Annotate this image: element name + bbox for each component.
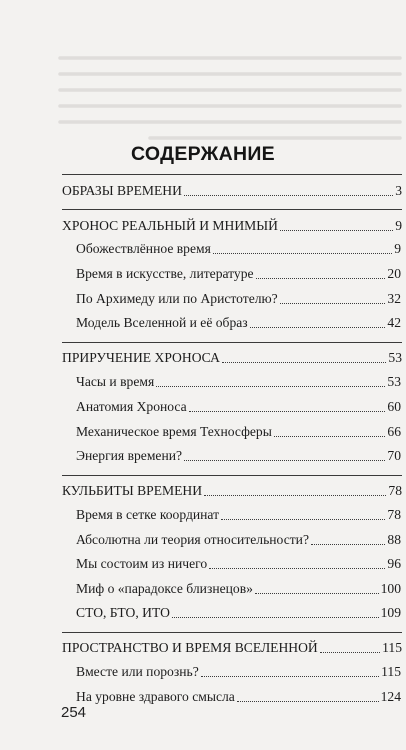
toc-entry-label: Время в искусстве, литературе	[76, 266, 254, 281]
toc-entry-label: СТО, БТО, ИТО	[76, 605, 170, 620]
section-rule	[62, 342, 402, 343]
toc-entry-label: Мы состоим из ничего	[76, 556, 208, 571]
toc-entry-label: Вместе или порознь?	[76, 664, 199, 679]
toc-entry	[76, 291, 401, 307]
toc-entry-page: 70	[387, 448, 401, 463]
toc-entry	[62, 218, 402, 234]
dot-leader	[221, 519, 385, 520]
toc-entry-label: Механическое время Техносферы	[76, 424, 272, 439]
dot-leader	[320, 652, 380, 653]
dot-leader	[274, 436, 386, 437]
toc-entry-label: ХРОНОС РЕАЛЬНЫЙ И МНИМЫЙ	[62, 218, 278, 233]
toc-entry-page: 60	[387, 399, 401, 414]
toc-entry-label: КУЛЬБИТЫ ВРЕМЕНИ	[62, 483, 203, 498]
toc-entry-page: 53	[388, 350, 402, 365]
toc-entry-page: 124	[380, 689, 401, 704]
toc-entry-page: 115	[382, 640, 402, 655]
toc-entry-page: 9	[394, 241, 401, 256]
section-rule	[62, 174, 402, 175]
toc-entry-page: 78	[387, 507, 401, 522]
dot-leader	[237, 701, 379, 702]
toc-entry	[76, 266, 401, 282]
dot-leader	[280, 303, 386, 304]
section-rule	[62, 632, 402, 633]
toc-entry	[76, 315, 401, 331]
toc-entry-label: Энергия времени?	[76, 448, 183, 463]
dot-leader	[184, 460, 385, 461]
toc-entry	[76, 581, 401, 597]
toc-entry-page: 115	[381, 664, 401, 679]
dot-leader	[222, 362, 387, 363]
dot-leader	[189, 411, 386, 412]
toc-entry-label: По Архимеду или по Аристотелю?	[76, 291, 278, 306]
toc-entry-label: Модель Вселенной и её образ	[76, 315, 248, 330]
toc-entry-page: 9	[395, 218, 402, 233]
toc-entry-label: Абсолютна ли теория относительности?	[76, 532, 309, 547]
toc-entry	[76, 664, 401, 680]
toc-entry-label: ПРИРУЧЕНИЕ ХРОНОСА	[62, 350, 220, 365]
toc-entry	[76, 556, 401, 572]
toc-entry	[76, 507, 401, 523]
toc-entry	[76, 605, 401, 621]
toc-entry-page: 88	[387, 532, 401, 547]
section-rule	[62, 209, 402, 210]
bleed-through-text	[0, 0, 406, 140]
toc-entry-page: 96	[387, 556, 401, 571]
toc-entry-label: Часы и время	[76, 374, 155, 389]
dot-leader	[250, 327, 386, 328]
toc-entry-page: 42	[387, 315, 401, 330]
toc-entry-label: На уровне здравого смысла	[76, 689, 235, 704]
dot-leader	[280, 230, 393, 231]
section-rule	[62, 475, 402, 476]
dot-leader	[201, 676, 379, 677]
toc-entry-page: 53	[387, 374, 401, 389]
toc-entry	[76, 532, 401, 548]
toc-entry-label: Время в сетке координат	[76, 507, 220, 522]
dot-leader	[255, 593, 379, 594]
toc-entry-page: 109	[380, 605, 401, 620]
toc-entry-page: 20	[387, 266, 401, 281]
toc-entry	[76, 374, 401, 390]
toc-entry	[76, 689, 401, 705]
dot-leader	[172, 617, 379, 618]
dot-leader	[184, 195, 393, 196]
toc-entry-label: ПРОСТРАНСТВО И ВРЕМЯ ВСЕЛЕННОЙ	[62, 640, 318, 655]
toc-entry-label: Анатомия Хроноса	[76, 399, 187, 414]
dot-leader	[204, 495, 386, 496]
page-title: СОДЕРЖАНИЕ	[131, 143, 275, 165]
toc-entry-label: Миф о «парадоксе близнецов»	[76, 581, 253, 596]
toc-entry	[76, 448, 401, 464]
toc-entry	[76, 424, 401, 440]
toc-entry-page: 78	[388, 483, 402, 498]
dot-leader	[209, 568, 385, 569]
dot-leader	[156, 386, 385, 387]
toc-entry	[62, 350, 402, 366]
dot-leader	[213, 253, 392, 254]
toc-entry	[76, 399, 401, 415]
toc-entry-label: Обожествлённое время	[76, 241, 211, 256]
toc-entry-page: 66	[387, 424, 401, 439]
toc-entry-page: 32	[387, 291, 401, 306]
toc-entry	[76, 241, 401, 257]
toc-entry-page: 3	[395, 183, 402, 198]
toc-entry	[62, 483, 402, 499]
toc-entry	[62, 640, 402, 656]
dot-leader	[311, 544, 385, 545]
toc-entry	[62, 183, 402, 199]
page-number: 254	[61, 704, 87, 721]
toc-entry-label: ОБРАЗЫ ВРЕМЕНИ	[62, 183, 182, 198]
dot-leader	[256, 278, 386, 279]
toc-entry-page: 100	[380, 581, 401, 596]
